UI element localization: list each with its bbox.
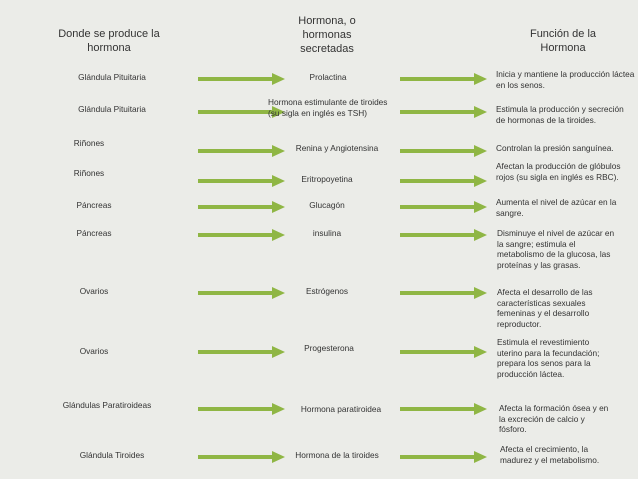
hormone-cell: Hormona de la tiroides (295, 450, 379, 460)
arrow-icon (198, 450, 286, 464)
organ-cell: Riñones (73, 138, 105, 148)
organ-cell: Glándula Tiroides (79, 450, 145, 460)
arrow-icon (198, 200, 286, 214)
hormone-cell: Progesterona (304, 343, 354, 353)
arrow-icon (400, 286, 488, 300)
organ-cell: Glándula Pituitaria (78, 72, 146, 82)
arrow-icon (198, 286, 286, 300)
arrow-icon (198, 345, 286, 359)
arrow-icon (198, 228, 286, 242)
arrow-icon (198, 402, 286, 416)
arrow-icon (400, 144, 488, 158)
function-cell: Aumenta el nivel de azúcar en la sangre. (496, 197, 617, 218)
header-hormone: Hormona, o hormonas secretadas (298, 15, 356, 55)
organ-cell: Glándula Pituitaria (78, 104, 146, 114)
organ-cell: Ovarios (79, 346, 109, 356)
function-cell: Controlan la presión sanguínea. (496, 143, 614, 153)
hormone-cell: Estrógenos (306, 286, 348, 296)
organ-cell: Páncreas (76, 228, 112, 238)
function-cell: Afecta el desarrollo de las características sexuales femeninas y el desarrollo reproductor. (497, 287, 593, 329)
function-cell: Estimula la producción y secreción de hormonas de la tiroides. (496, 104, 624, 125)
arrow-icon (400, 402, 488, 416)
organ-cell: Glándulas Paratiroideas (62, 400, 152, 410)
arrow-icon (400, 228, 488, 242)
function-cell: Afecta el crecimiento, la madurez y el metabolismo. (500, 444, 600, 465)
hormone-cell: Renina y Angiotensina (295, 143, 379, 153)
hormone-cell: insulina (312, 228, 342, 238)
hormone-cell: Prolactina (309, 72, 347, 82)
arrow-icon (400, 72, 488, 86)
function-cell: Afectan la producción de glóbulos rojos (su sigla en inglés es RBC). (496, 161, 621, 182)
arrow-icon (198, 174, 286, 188)
header-function: Función de la Hormona (529, 28, 597, 54)
header-organ: Donde se produce la hormona (58, 28, 160, 54)
hormone-cell: Eritropoyetina (301, 174, 353, 184)
hormone-cell: Glucagón (309, 200, 345, 210)
function-cell: Disminuye el nivel de azúcar en la sangre; estimula el metabolismo de la glucosa, las proteínas y las grasas. (497, 228, 615, 270)
arrow-icon (400, 105, 488, 119)
arrow-icon (198, 72, 286, 86)
hormone-cell: Hormona estimulante de tiroides (su sigla en inglés es TSH) (268, 97, 388, 118)
arrow-icon (400, 174, 488, 188)
arrow-icon (400, 345, 488, 359)
organ-cell: Ovarios (79, 286, 109, 296)
organ-cell: Riñones (73, 168, 105, 178)
arrow-icon (198, 144, 286, 158)
function-cell: Inicia y mantiene la producción láctea en los senos. (496, 69, 635, 90)
organ-cell: Páncreas (76, 200, 112, 210)
function-cell: Estimula el revestimiento uterino para la fecundación; prepara los senos para la producción láctea. (497, 337, 600, 379)
arrow-icon (400, 200, 488, 214)
hormone-cell: Hormona paratiroidea (300, 404, 382, 414)
function-cell: Afecta la formación ósea y en la excreción de calcio y fósforo. (499, 403, 609, 434)
arrow-icon (400, 450, 488, 464)
